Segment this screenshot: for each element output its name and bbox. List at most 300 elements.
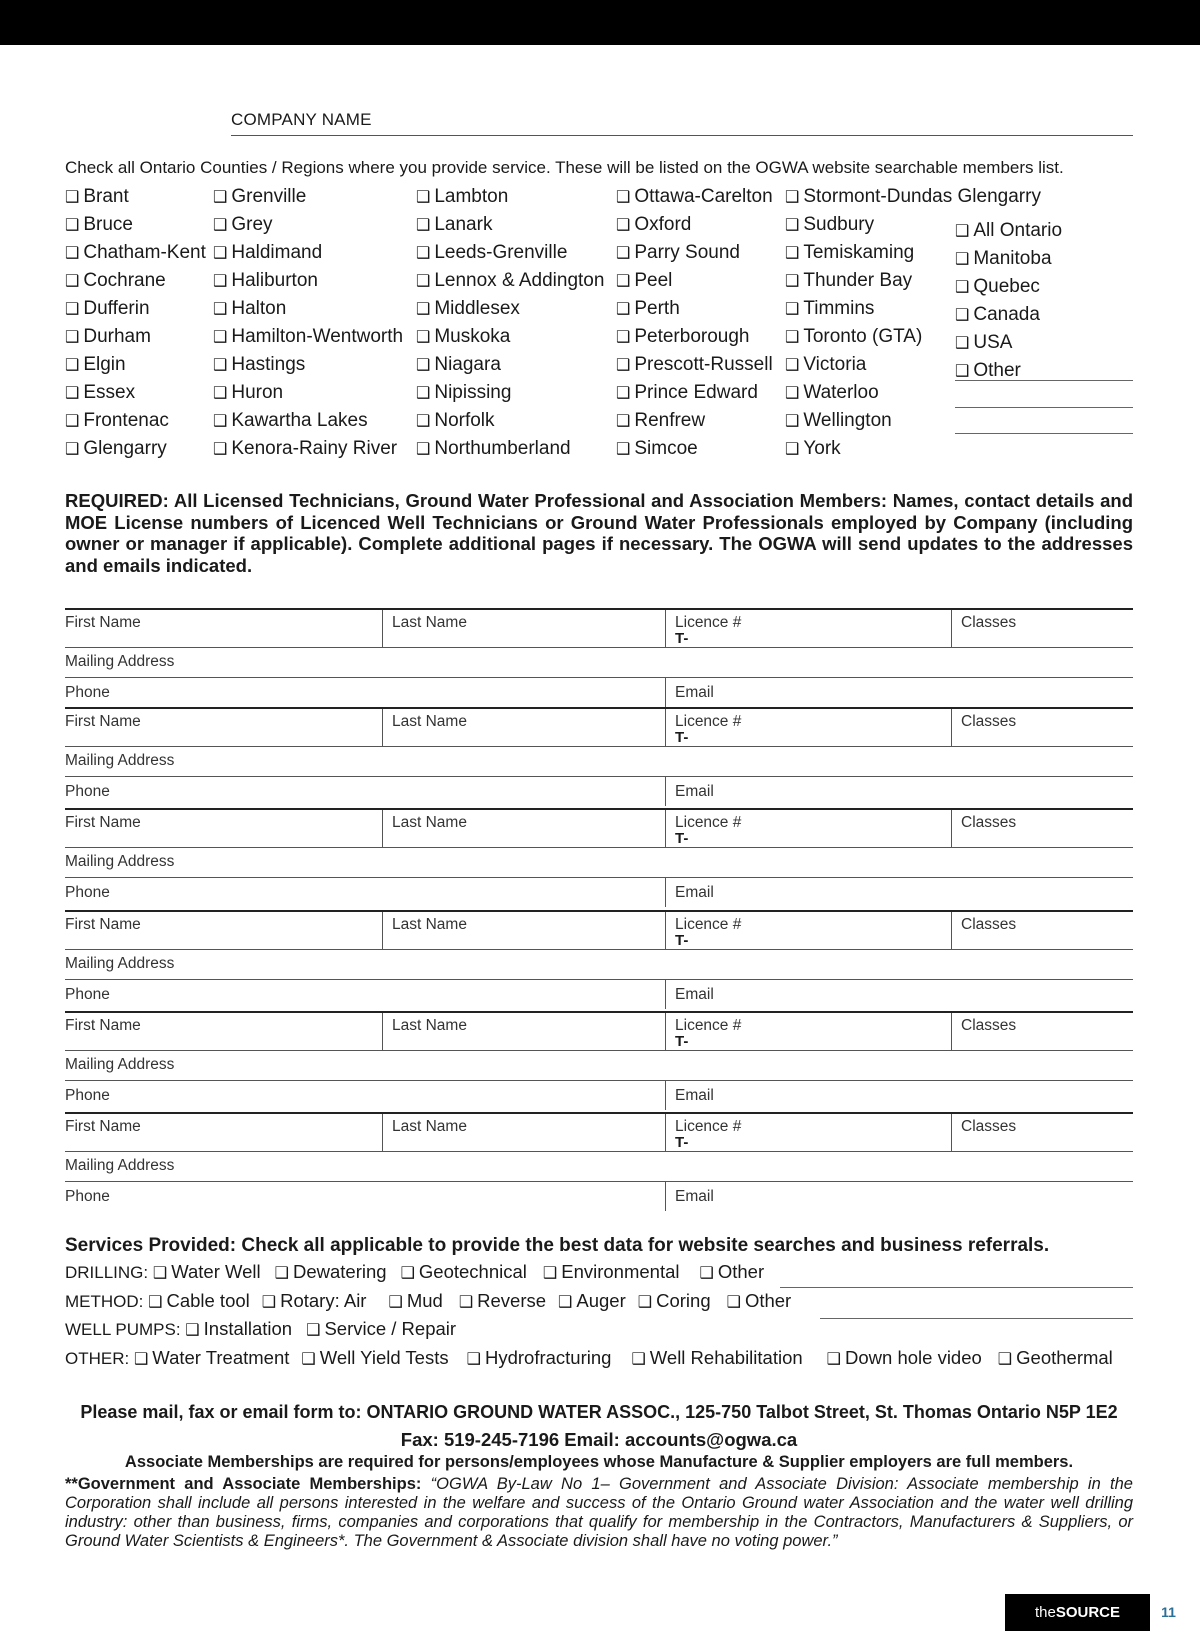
checkbox-icon[interactable]: ❑ [416, 329, 431, 346]
classes-label: Classes [961, 1118, 1017, 1135]
checkbox-brant[interactable] [65, 183, 206, 211]
technician-row-r2[interactable] [65, 1050, 1133, 1081]
checkbox-muskoka[interactable] [416, 323, 604, 351]
checkbox-label: Lanark [434, 214, 493, 235]
divider-first-last [382, 610, 383, 647]
associate-note: Associate Memberships are required for persons/employees whose Manufacture & Supplier employers are full members. [124, 1453, 1074, 1471]
checkbox-halton[interactable] [213, 295, 403, 323]
checkbox-icon[interactable]: ❑ [416, 357, 431, 374]
technician-entry-1 [65, 608, 1133, 707]
email-label: Email [675, 986, 714, 1003]
method-other-line[interactable] [820, 1318, 1133, 1319]
checkbox-icon[interactable]: ❑ [213, 273, 228, 290]
service-checkbox-pumps-service-repair[interactable] [306, 1318, 456, 1340]
divider-licence-classes [951, 1114, 952, 1151]
checkbox-icon[interactable]: ❑ [785, 273, 800, 290]
divider-last-licence [665, 709, 666, 746]
checkbox-parry-sound[interactable] [616, 239, 773, 267]
email-label: Email [675, 884, 714, 901]
checkbox-icon[interactable]: ❑ [416, 217, 431, 234]
checkbox-label: Frontenac [83, 410, 169, 431]
checkbox-oxford[interactable] [616, 211, 773, 239]
service-checkbox-method-auger[interactable] [558, 1290, 626, 1312]
checkbox-icon[interactable]: ❑ [785, 217, 800, 234]
checkbox-elgin[interactable] [65, 351, 206, 379]
service-checkbox-other-water-treatment[interactable] [134, 1347, 289, 1369]
checkbox-icon[interactable]: ❑ [416, 413, 431, 430]
checkbox-nipissing[interactable] [416, 379, 604, 407]
checkbox-label: Geothermal [1016, 1347, 1113, 1368]
mailing-address-label: Mailing Address [65, 853, 175, 870]
checkbox-label: Quebec [973, 276, 1040, 297]
licence-t-prefix: T- [675, 729, 689, 746]
checkbox-icon[interactable]: ❑ [416, 245, 431, 262]
checkbox-label: Kawartha Lakes [231, 410, 368, 431]
checkbox-icon[interactable]: ❑ [726, 1294, 741, 1311]
checkbox-icon[interactable]: ❑ [133, 1351, 149, 1368]
technician-row-r3[interactable] [65, 777, 1133, 806]
checkbox-lambton[interactable] [416, 183, 604, 211]
checkbox-icon[interactable]: ❑ [388, 1294, 403, 1311]
checkbox-label: Hastings [231, 354, 306, 375]
last-name-label: Last Name [392, 713, 467, 730]
checkbox-icon[interactable]: ❑ [185, 1322, 200, 1339]
checkbox-leeds-grenville[interactable] [416, 239, 604, 267]
divider-phone-email [665, 777, 666, 806]
company-name-field[interactable] [231, 110, 1133, 136]
checkbox-label: Parry Sound [634, 242, 740, 263]
checkbox-label: Canada [973, 304, 1040, 325]
checkbox-dufferin[interactable] [65, 295, 206, 323]
checkbox-label: Prescott-Russell [634, 354, 773, 375]
checkbox-icon[interactable]: ❑ [65, 413, 80, 430]
checkbox-label: Lambton [434, 186, 509, 207]
checkbox-peterborough[interactable] [616, 323, 773, 351]
checkbox-icon[interactable]: ❑ [213, 301, 228, 318]
service-checkbox-other-well-yield-tests[interactable] [301, 1347, 448, 1369]
checkbox-label: Elgin [83, 354, 126, 375]
checkbox-icon[interactable]: ❑ [65, 245, 80, 262]
checkbox-label: Oxford [634, 214, 692, 235]
checkbox-icon[interactable]: ❑ [955, 223, 970, 240]
checkbox-icon[interactable]: ❑ [785, 385, 800, 402]
checkbox-prescott-russell[interactable] [616, 351, 773, 379]
checkbox-hamilton-wentworth[interactable] [213, 323, 403, 351]
service-checkbox-method-other[interactable] [727, 1290, 792, 1312]
licence-label: Licence # [675, 814, 742, 831]
checkbox-bruce[interactable] [65, 211, 206, 239]
checkbox-label: Stormont-Dundas Glengarry [803, 186, 1041, 207]
checkbox-canada[interactable] [955, 301, 1062, 329]
checkbox-icon[interactable]: ❑ [616, 357, 631, 374]
checkbox-lennox-addington[interactable] [416, 267, 604, 295]
technician-row-r2[interactable] [65, 949, 1133, 980]
checkbox-label: Norfolk [434, 410, 495, 431]
divider-licence-classes [951, 912, 952, 949]
mail-instructions: Please mail, fax or email form to: ONTARIO GROUND WATER ASSOC., 125-750 Talbot Street, St. Thomas Ontario N5P 1E2 [80, 1402, 1118, 1422]
technician-row-r2[interactable] [65, 746, 1133, 777]
checkbox-icon[interactable]: ❑ [400, 1265, 415, 1282]
checkbox-icon[interactable]: ❑ [826, 1351, 842, 1368]
service-checkbox-drilling-environmental[interactable] [543, 1261, 680, 1283]
checkbox-icon[interactable]: ❑ [65, 441, 80, 458]
page-footer [1005, 1594, 1187, 1631]
checkbox-icon[interactable]: ❑ [213, 357, 228, 374]
divider-last-licence [665, 1114, 666, 1151]
checkbox-label: Northumberland [434, 438, 571, 459]
checkbox-middlesex[interactable] [416, 295, 604, 323]
checkbox-haldimand[interactable] [213, 239, 403, 267]
phone-label: Phone [65, 684, 110, 701]
checkbox-label: Haliburton [231, 270, 318, 291]
checkbox-kenora-rainy-river[interactable] [213, 435, 403, 463]
technician-entry-4 [65, 910, 1133, 1009]
service-checkbox-method-reverse[interactable] [459, 1290, 546, 1312]
checkbox-grenville[interactable] [213, 183, 403, 211]
checkbox-icon[interactable]: ❑ [148, 1294, 163, 1311]
checkbox-huron[interactable] [213, 379, 403, 407]
checkbox-label: Haldimand [231, 242, 323, 263]
service-checkbox-method-rotary-air[interactable] [262, 1290, 367, 1312]
checkbox-label: Thunder Bay [803, 270, 913, 291]
checkbox-label: Nipissing [434, 382, 512, 403]
checkbox-icon[interactable]: ❑ [955, 307, 970, 324]
checkbox-label: Cochrane [83, 270, 166, 291]
checkbox-label: Middlesex [434, 298, 520, 319]
divider-last-licence [665, 610, 666, 647]
classes-label: Classes [961, 713, 1017, 730]
checkbox-icon[interactable]: ❑ [213, 217, 228, 234]
technician-row-r2[interactable] [65, 647, 1133, 678]
licence-t-prefix: T- [675, 1134, 689, 1151]
checkbox-icon[interactable]: ❑ [955, 363, 970, 380]
technician-row-r2[interactable] [65, 1151, 1133, 1182]
divider-phone-email [665, 878, 666, 907]
checkbox-icon[interactable]: ❑ [274, 1265, 289, 1282]
checkbox-icon[interactable]: ❑ [631, 1351, 646, 1368]
service-category-label: OTHER: [65, 1349, 134, 1368]
checkbox-label: Rotary: Air [280, 1290, 367, 1311]
checkbox-icon[interactable]: ❑ [261, 1294, 277, 1311]
checkbox-label: Grey [231, 214, 273, 235]
service-checkbox-method-coring[interactable] [638, 1290, 711, 1312]
checkbox-renfrew[interactable] [616, 407, 773, 435]
email-label: Email [675, 1087, 714, 1104]
checkbox-icon[interactable]: ❑ [213, 329, 228, 346]
checkbox-chatham-kent[interactable] [65, 239, 206, 267]
services-drilling-row [65, 1261, 764, 1283]
checkbox-icon[interactable]: ❑ [301, 1351, 316, 1368]
divider-phone-email [665, 1081, 666, 1110]
checkbox-label: Other [973, 360, 1021, 381]
checkbox-icon[interactable]: ❑ [542, 1265, 558, 1282]
checkbox-icon[interactable]: ❑ [785, 245, 800, 262]
checkbox-haliburton[interactable] [213, 267, 403, 295]
phone-label: Phone [65, 783, 110, 800]
checkbox-icon[interactable]: ❑ [213, 441, 228, 458]
service-category-label: WELL PUMPS: [65, 1320, 186, 1339]
checkbox-label: All Ontario [973, 220, 1063, 241]
checkbox-icon[interactable]: ❑ [213, 245, 228, 262]
checkbox-label: Essex [83, 382, 136, 403]
checkbox-icon[interactable]: ❑ [458, 1294, 474, 1311]
checkbox-glengarry[interactable] [65, 435, 206, 463]
checkbox-label: Installation [203, 1318, 293, 1339]
checkbox-icon[interactable]: ❑ [65, 217, 80, 234]
checkbox-icon[interactable]: ❑ [65, 301, 80, 318]
checkbox-icon[interactable]: ❑ [65, 385, 80, 402]
service-checkbox-other-geothermal[interactable] [998, 1347, 1113, 1369]
checkbox-norfolk[interactable] [416, 407, 604, 435]
checkbox-icon[interactable]: ❑ [785, 357, 800, 374]
checkbox-icon[interactable]: ❑ [65, 329, 80, 346]
technician-row-r3[interactable] [65, 678, 1133, 707]
checkbox-label: Hydrofracturing [484, 1347, 612, 1368]
checkbox-hastings[interactable] [213, 351, 403, 379]
checkbox-york[interactable] [785, 435, 1041, 463]
checkbox-all-ontario[interactable] [955, 217, 1062, 245]
divider-first-last [382, 1013, 383, 1050]
checkbox-icon[interactable]: ❑ [213, 385, 228, 402]
drilling-other-line[interactable] [780, 1287, 1133, 1288]
last-name-label: Last Name [392, 916, 467, 933]
first-name-label: First Name [65, 713, 141, 730]
technician-row-r3[interactable] [65, 878, 1133, 907]
technician-entry-5 [65, 1011, 1133, 1110]
licence-t-prefix: T- [675, 630, 689, 647]
checkbox-icon[interactable]: ❑ [616, 441, 631, 458]
mailing-address-label: Mailing Address [65, 752, 175, 769]
county-column-1 [65, 183, 206, 463]
first-name-label: First Name [65, 916, 141, 933]
services-pumps-row [65, 1318, 456, 1340]
service-checkbox-drilling-water-well[interactable] [153, 1261, 261, 1283]
checkbox-label: Environmental [561, 1261, 680, 1282]
email-label: Email [675, 1188, 714, 1205]
checkbox-label: Glengarry [83, 438, 167, 459]
checkbox-frontenac[interactable] [65, 407, 206, 435]
checkbox-label: Water Well [171, 1261, 261, 1282]
technician-entry-3 [65, 808, 1133, 907]
checkbox-label: Cable tool [166, 1290, 250, 1311]
checkbox-icon[interactable]: ❑ [416, 441, 431, 458]
checkbox-icon[interactable]: ❑ [637, 1294, 653, 1311]
checkbox-icon[interactable]: ❑ [616, 273, 631, 290]
checkbox-quebec[interactable] [955, 273, 1062, 301]
checkbox-icon[interactable]: ❑ [416, 301, 431, 318]
checkbox-label: Down hole video [845, 1347, 982, 1368]
checkbox-icon[interactable]: ❑ [785, 301, 800, 318]
licence-label: Licence # [675, 614, 742, 631]
county-column-4 [616, 183, 773, 463]
checkbox-wellington[interactable] [785, 407, 1041, 435]
service-checkbox-method-mud[interactable] [388, 1290, 442, 1312]
checkbox-perth[interactable] [616, 295, 773, 323]
checkbox-label: Simcoe [634, 438, 698, 459]
divider-last-licence [665, 810, 666, 847]
checkbox-icon[interactable]: ❑ [955, 279, 970, 296]
technician-row-r2[interactable] [65, 847, 1133, 878]
checkbox-cochrane[interactable] [65, 267, 206, 295]
email-label: Email [675, 684, 714, 701]
top-black-bar [0, 0, 1200, 45]
checkbox-icon[interactable]: ❑ [65, 273, 80, 290]
licence-label: Licence # [675, 1017, 742, 1034]
checkbox-icon[interactable]: ❑ [616, 189, 631, 206]
company-name-label: COMPANY NAME [231, 110, 372, 129]
service-category-label: DRILLING: [65, 1263, 153, 1282]
service-category-label: METHOD: [65, 1292, 149, 1311]
checkbox-essex[interactable] [65, 379, 206, 407]
services-other-row [65, 1347, 1113, 1369]
publication-brand [1005, 1594, 1150, 1631]
divider-first-last [382, 810, 383, 847]
checkbox-label: Auger [576, 1290, 626, 1311]
checkbox-label: Huron [231, 382, 284, 403]
checkbox-icon[interactable]: ❑ [416, 385, 431, 402]
checkbox-grey[interactable] [213, 211, 403, 239]
checkbox-label: Hamilton-Wentworth [231, 326, 404, 347]
divider-first-last [382, 1114, 383, 1151]
checkbox-icon[interactable]: ❑ [558, 1294, 573, 1311]
checkbox-label: Coring [656, 1290, 711, 1311]
checkbox-icon[interactable]: ❑ [699, 1265, 714, 1282]
first-name-label: First Name [65, 814, 141, 831]
divider-phone-email [665, 980, 666, 1009]
first-name-label: First Name [65, 614, 141, 631]
brand-source: SOURCE [1055, 1604, 1121, 1621]
service-checkbox-other-down-hole-video[interactable] [827, 1347, 982, 1369]
checkbox-icon[interactable]: ❑ [997, 1351, 1013, 1368]
checkbox-icon[interactable]: ❑ [152, 1265, 168, 1282]
checkbox-icon[interactable]: ❑ [416, 273, 431, 290]
checkbox-icon[interactable]: ❑ [785, 441, 800, 458]
divider-last-licence [665, 912, 666, 949]
service-checkbox-drilling-dewatering[interactable] [275, 1261, 387, 1283]
checkbox-icon[interactable]: ❑ [616, 301, 631, 318]
checkbox-label: Victoria [803, 354, 867, 375]
checkbox-label: Leeds-Grenville [434, 242, 568, 263]
service-checkbox-drilling-geotechnical[interactable] [401, 1261, 527, 1283]
divider-phone-email [665, 678, 666, 707]
checkbox-icon[interactable]: ❑ [466, 1351, 481, 1368]
checkbox-icon[interactable]: ❑ [955, 251, 970, 268]
checkbox-label: Well Yield Tests [319, 1347, 449, 1368]
checkbox-label: Other [717, 1261, 765, 1282]
service-checkbox-other-hydrofracturing[interactable] [467, 1347, 612, 1369]
licence-label: Licence # [675, 713, 742, 730]
checkbox-label: Other [744, 1290, 792, 1311]
checkbox-prince-edward[interactable] [616, 379, 773, 407]
checkbox-icon[interactable]: ❑ [955, 335, 970, 352]
classes-label: Classes [961, 916, 1017, 933]
technician-row-r3[interactable] [65, 1182, 1133, 1211]
checkbox-peel[interactable] [616, 267, 773, 295]
county-column-2 [213, 183, 403, 463]
checkbox-label: USA [973, 332, 1013, 353]
checkbox-label: Toronto (GTA) [803, 326, 923, 347]
other-write-line-1[interactable] [955, 380, 1133, 381]
checkbox-northumberland[interactable] [416, 435, 604, 463]
checkbox-label: York [803, 438, 841, 459]
mailing-address-label: Mailing Address [65, 955, 175, 972]
counties-intro: Check all Ontario Counties / Regions where you provide service. These will be listed on the OGWA website searchable members list. [65, 158, 1064, 177]
required-notice: REQUIRED: All Licensed Technicians, Ground Water Professional and Association Members: Names, contact details and MOE License numbers of Licenced Well Technicians or Ground Water Professionals employed by Company (including owner or manager if applicable). Complete additional pages if necessary. The OGWA will send updates to the addresses and emails indicated. [65, 490, 1133, 576]
phone-label: Phone [65, 1087, 110, 1104]
checkbox-label: Bruce [83, 214, 133, 235]
divider-first-last [382, 709, 383, 746]
checkbox-icon[interactable]: ❑ [616, 385, 631, 402]
technician-row-r3[interactable] [65, 1081, 1133, 1110]
checkbox-icon[interactable]: ❑ [616, 217, 631, 234]
checkbox-icon[interactable]: ❑ [616, 245, 631, 262]
checkbox-icon[interactable]: ❑ [65, 189, 80, 206]
checkbox-kawartha-lakes[interactable] [213, 407, 403, 435]
checkbox-label: Water Treatment [152, 1347, 290, 1368]
service-checkbox-pumps-installation[interactable] [185, 1318, 292, 1340]
brand-the: the [1034, 1604, 1056, 1621]
service-checkbox-drilling-other[interactable] [700, 1261, 765, 1283]
checkbox-icon[interactable]: ❑ [416, 189, 431, 206]
region-column-other [955, 217, 1062, 385]
phone-label: Phone [65, 884, 110, 901]
checkbox-label: Renfrew [634, 410, 706, 431]
checkbox-icon[interactable]: ❑ [616, 413, 631, 430]
checkbox-simcoe[interactable] [616, 435, 773, 463]
checkbox-icon[interactable]: ❑ [785, 329, 800, 346]
checkbox-durham[interactable] [65, 323, 206, 351]
checkbox-icon[interactable]: ❑ [213, 189, 228, 206]
other-write-line-2[interactable] [955, 407, 1133, 408]
service-checkbox-other-well-rehabilitation[interactable] [631, 1347, 802, 1369]
checkbox-icon[interactable]: ❑ [306, 1322, 321, 1339]
licence-t-prefix: T- [675, 1033, 689, 1050]
checkbox-niagara[interactable] [416, 351, 604, 379]
mailing-address-label: Mailing Address [65, 653, 175, 670]
divider-licence-classes [951, 1013, 952, 1050]
checkbox-ottawa-carelton[interactable] [616, 183, 773, 211]
checkbox-icon[interactable]: ❑ [616, 329, 631, 346]
technician-row-r3[interactable] [65, 980, 1133, 1009]
divider-licence-classes [951, 810, 952, 847]
checkbox-label: Dufferin [83, 298, 150, 319]
licence-t-prefix: T- [675, 932, 689, 949]
other-write-line-3[interactable] [955, 433, 1133, 434]
checkbox-lanark[interactable] [416, 211, 604, 239]
checkbox-label: Service / Repair [324, 1318, 457, 1339]
checkbox-icon[interactable]: ❑ [785, 189, 800, 206]
checkbox-stormont-dundas-glengarry[interactable] [785, 183, 1041, 211]
last-name-label: Last Name [392, 814, 467, 831]
checkbox-manitoba[interactable] [955, 245, 1062, 273]
checkbox-icon[interactable]: ❑ [213, 413, 228, 430]
service-checkbox-method-cable-tool[interactable] [148, 1290, 250, 1312]
mailing-address-label: Mailing Address [65, 1157, 175, 1174]
checkbox-label: Reverse [477, 1290, 547, 1311]
checkbox-icon[interactable]: ❑ [785, 413, 800, 430]
mailing-address-label: Mailing Address [65, 1056, 175, 1073]
divider-phone-email [665, 1182, 666, 1211]
fax-email-line: Fax: 519-245-7196 Email: accounts@ogwa.ca [400, 1429, 798, 1450]
licence-label: Licence # [675, 916, 742, 933]
email-label: Email [675, 783, 714, 800]
checkbox-icon[interactable]: ❑ [65, 357, 80, 374]
checkbox-label: Prince Edward [634, 382, 758, 403]
checkbox-usa[interactable] [955, 329, 1062, 357]
checkbox-label: Wellington [803, 410, 892, 431]
checkbox-label: Dewatering [292, 1261, 387, 1282]
government-membership-note [65, 1475, 1133, 1551]
